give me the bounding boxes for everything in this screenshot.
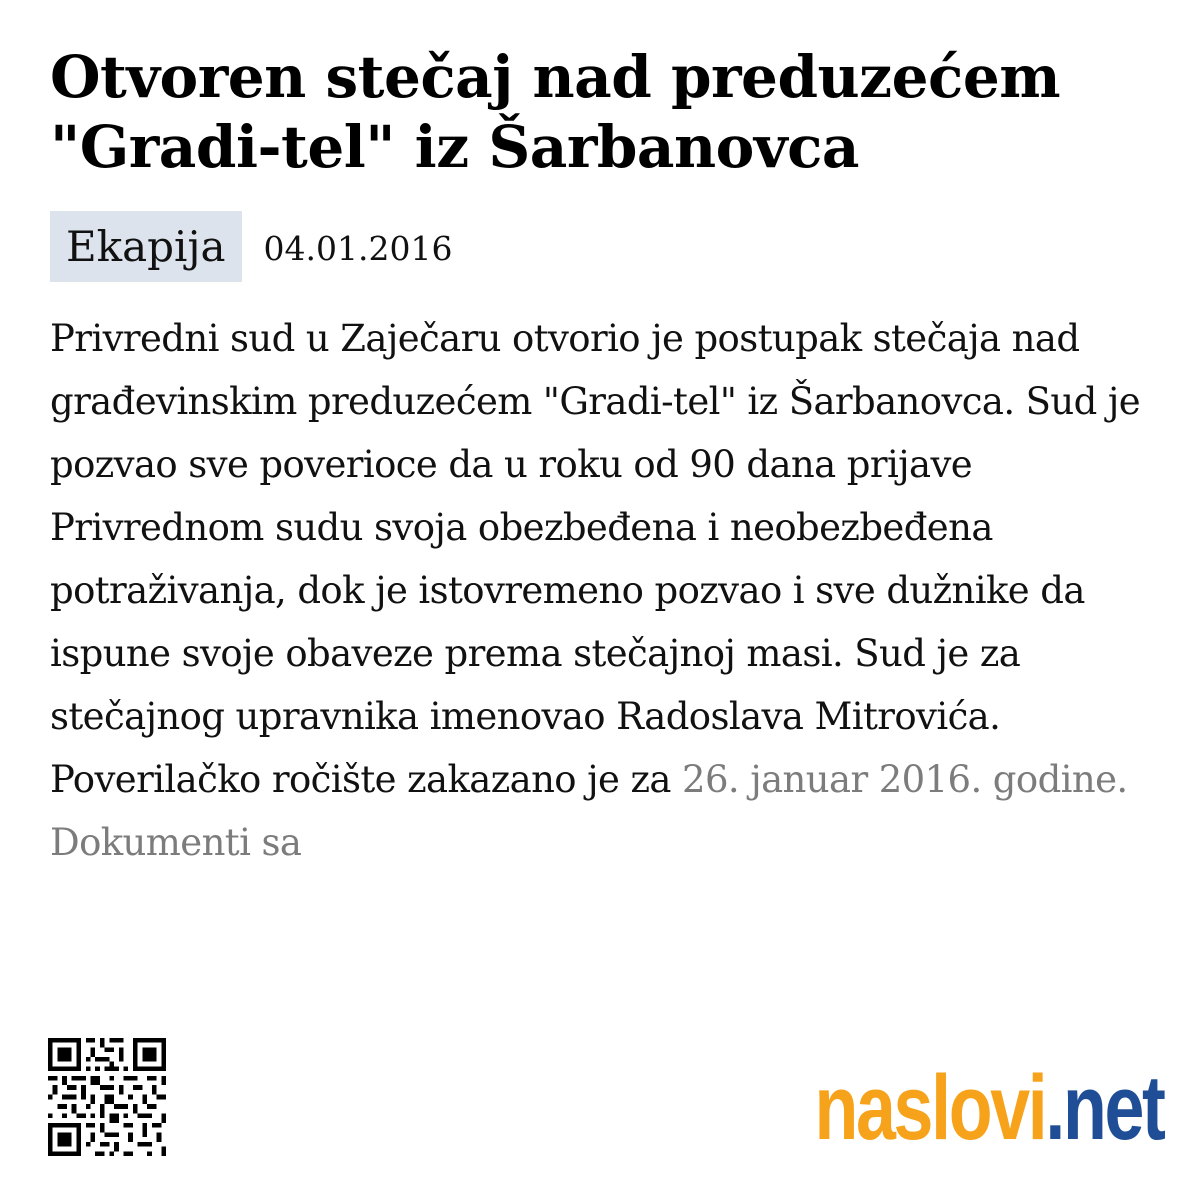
qr-code-icon[interactable] <box>48 1038 166 1156</box>
article-body-text: Privredni sud u Zaječaru otvorio je postupak stečaja nad građevinskim preduzećem "Gradi-tel" iz Šarbanovca. Sud je pozvao sve poverioce da u roku od 90 dana prijave Privrednom sudu svoja obezbeđena i neobezbeđena potraživanja, dok je istovremeno pozvao i sve dužnike da ispune svoje obaveze prema stečajnoj masi. Sud je za stečajnog upravnika imenovao Radoslava Mitrovića. Poverilačko ročište zakazano je za <box>50 317 1141 801</box>
article-body <box>50 307 1160 874</box>
logo-main-text: naslovi <box>814 1057 1046 1159</box>
logo-net-text: .net <box>1045 1057 1164 1159</box>
article-date: 04.01.2016 <box>263 229 453 268</box>
naslovi-logo[interactable] <box>814 1057 1164 1159</box>
article-body-faded: 26. januar 2016. godine. Dokumenti sa <box>50 758 1128 864</box>
article-title[interactable]: Otvoren stečaj nad preduzećem "Gradi-tel" iz Šarbanovca <box>50 43 1061 181</box>
article-meta <box>50 211 452 282</box>
source-badge[interactable]: Ekapija <box>50 211 242 282</box>
